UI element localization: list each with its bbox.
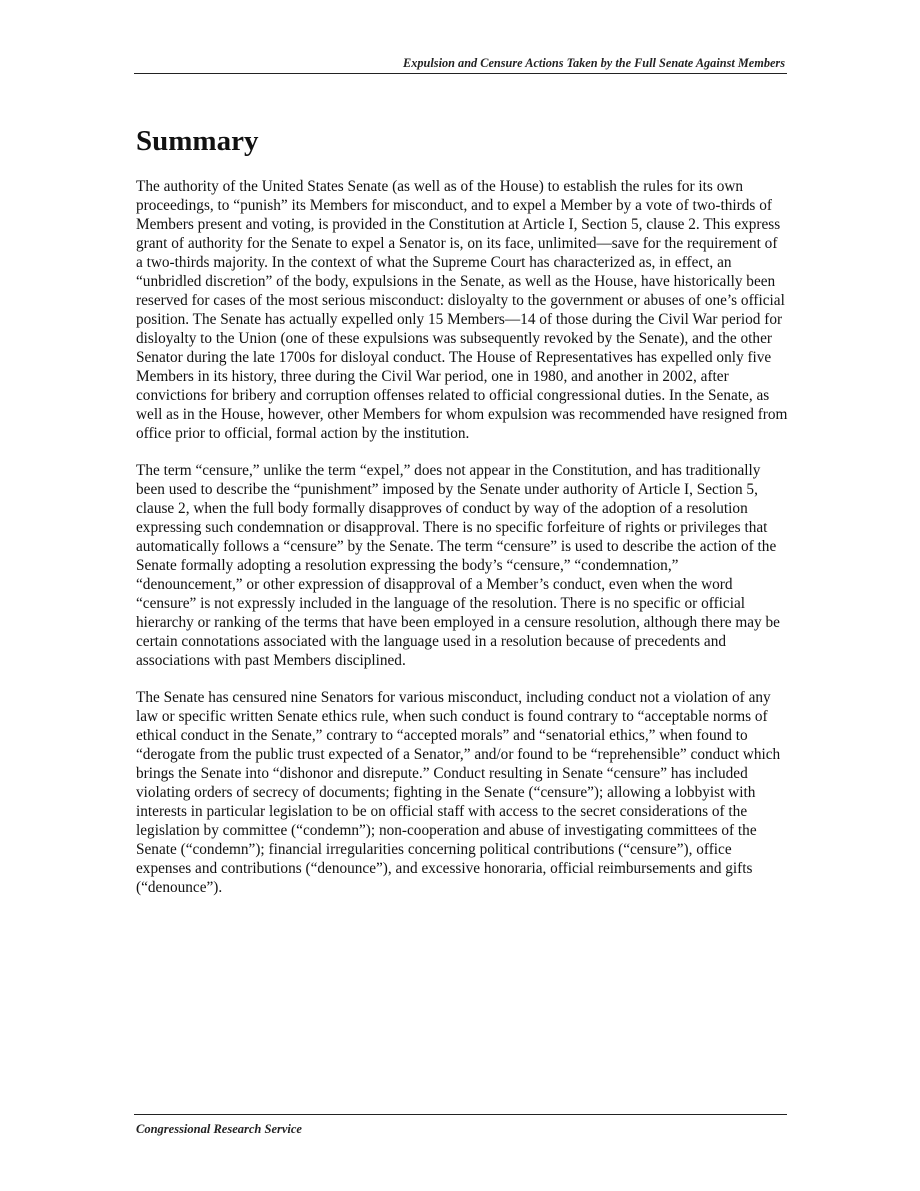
paragraph-censure-definition: The term “censure,” unlike the term “expel,” does not appear in the Constitution, and has traditionally been used to describe the “punishment” imposed by the Senate under authority of Article I, Section 5, clause 2, when the full body formally disapproves of conduct by way of the adoption of a resolution expressing such condemnation or disapproval. There is no specific forfeiture of rights or privileges that automatically follows a “censure” by the Senate. The term “censure” is used to describe the action of the Senate formally adopting a resolution expressing the body’s “censure,” “condemnation,” “denouncement,” or other expression of disapproval of a Member’s conduct, even when the word “censure” is not expressly included in the language of the resolution. There is no specific or official hierarchy or ranking of the terms that have been employed in a censure resolution, although there may be certain connotations associated with the language used in a resolution because of precedents and associations with past Members disciplined. bbox=[136, 462, 780, 669]
paragraph-expulsion: The authority of the United States Senate (as well as of the House) to establish the rules for its own proceedings, to “punish” its Members for misconduct, and to expel a Member by a vote of two-thirds of Members present and voting, is provided in the Constitution at Article I, Section 5, clause 2. This express grant of authority for the Senate to expel a Senator is, on its face, unlimited—save for the requirement of a two-thirds majority. In the context of what the Supreme Court has characterized as, in effect, an “unbridled discretion” of the body, expulsions in the Senate, as well as the House, have historically been reserved for cases of the most serious misconduct: disloyalty to the government or abuses of one’s official position. The Senate has actually expelled only 15 Members—14 of those during the Civil War period for disloyalty to the Union (one of these expulsions was subsequently revoked by the Senate), and the other Senator during the late 1700s for disloyal conduct. The House of Representatives has expelled only five Members in its history, three during the Civil War period, one in 1980, and another in 2002, after convictions for bribery and corruption offenses related to official congressional duties. In the Senate, as well as in the House, however, other Members for whom expulsion was recommended have resigned from office prior to official, formal action by the institution. bbox=[136, 178, 788, 442]
running-title: Expulsion and Censure Actions Taken by the Full Senate Against Members bbox=[403, 56, 785, 70]
page-footer bbox=[134, 1114, 787, 1136]
page-header bbox=[134, 54, 787, 74]
summary-body bbox=[136, 177, 788, 915]
footer-label: Congressional Research Service bbox=[136, 1122, 302, 1136]
paragraph-censured-senators: The Senate has censured nine Senators for various misconduct, including conduct not a violation of any law or specific written Senate ethics rule, when such conduct is found contrary to “acceptable norms of ethical conduct in the Senate,” contrary to “accepted morals” and “senatorial ethics,” when found to “derogate from the public trust expected of a Senator,” and/or found to be “reprehensible” conduct which brings the Senate into “dishonor and disrepute.” Conduct resulting in Senate “censure” has included violating orders of secrecy of documents; fighting in the Senate (“censure”); allowing a lobbyist with interests in particular legislation to be on official staff with access to the secret considerations of the legislation by committee (“condemn”); non-cooperation and abuse of investigating committees of the Senate (“condemn”); financial irregularities concerning political contributions (“censure”), office expenses and contributions (“denounce”), and excessive honoraria, official reimbursements and gifts (“denounce”). bbox=[136, 689, 781, 896]
section-heading: Summary bbox=[136, 125, 259, 157]
